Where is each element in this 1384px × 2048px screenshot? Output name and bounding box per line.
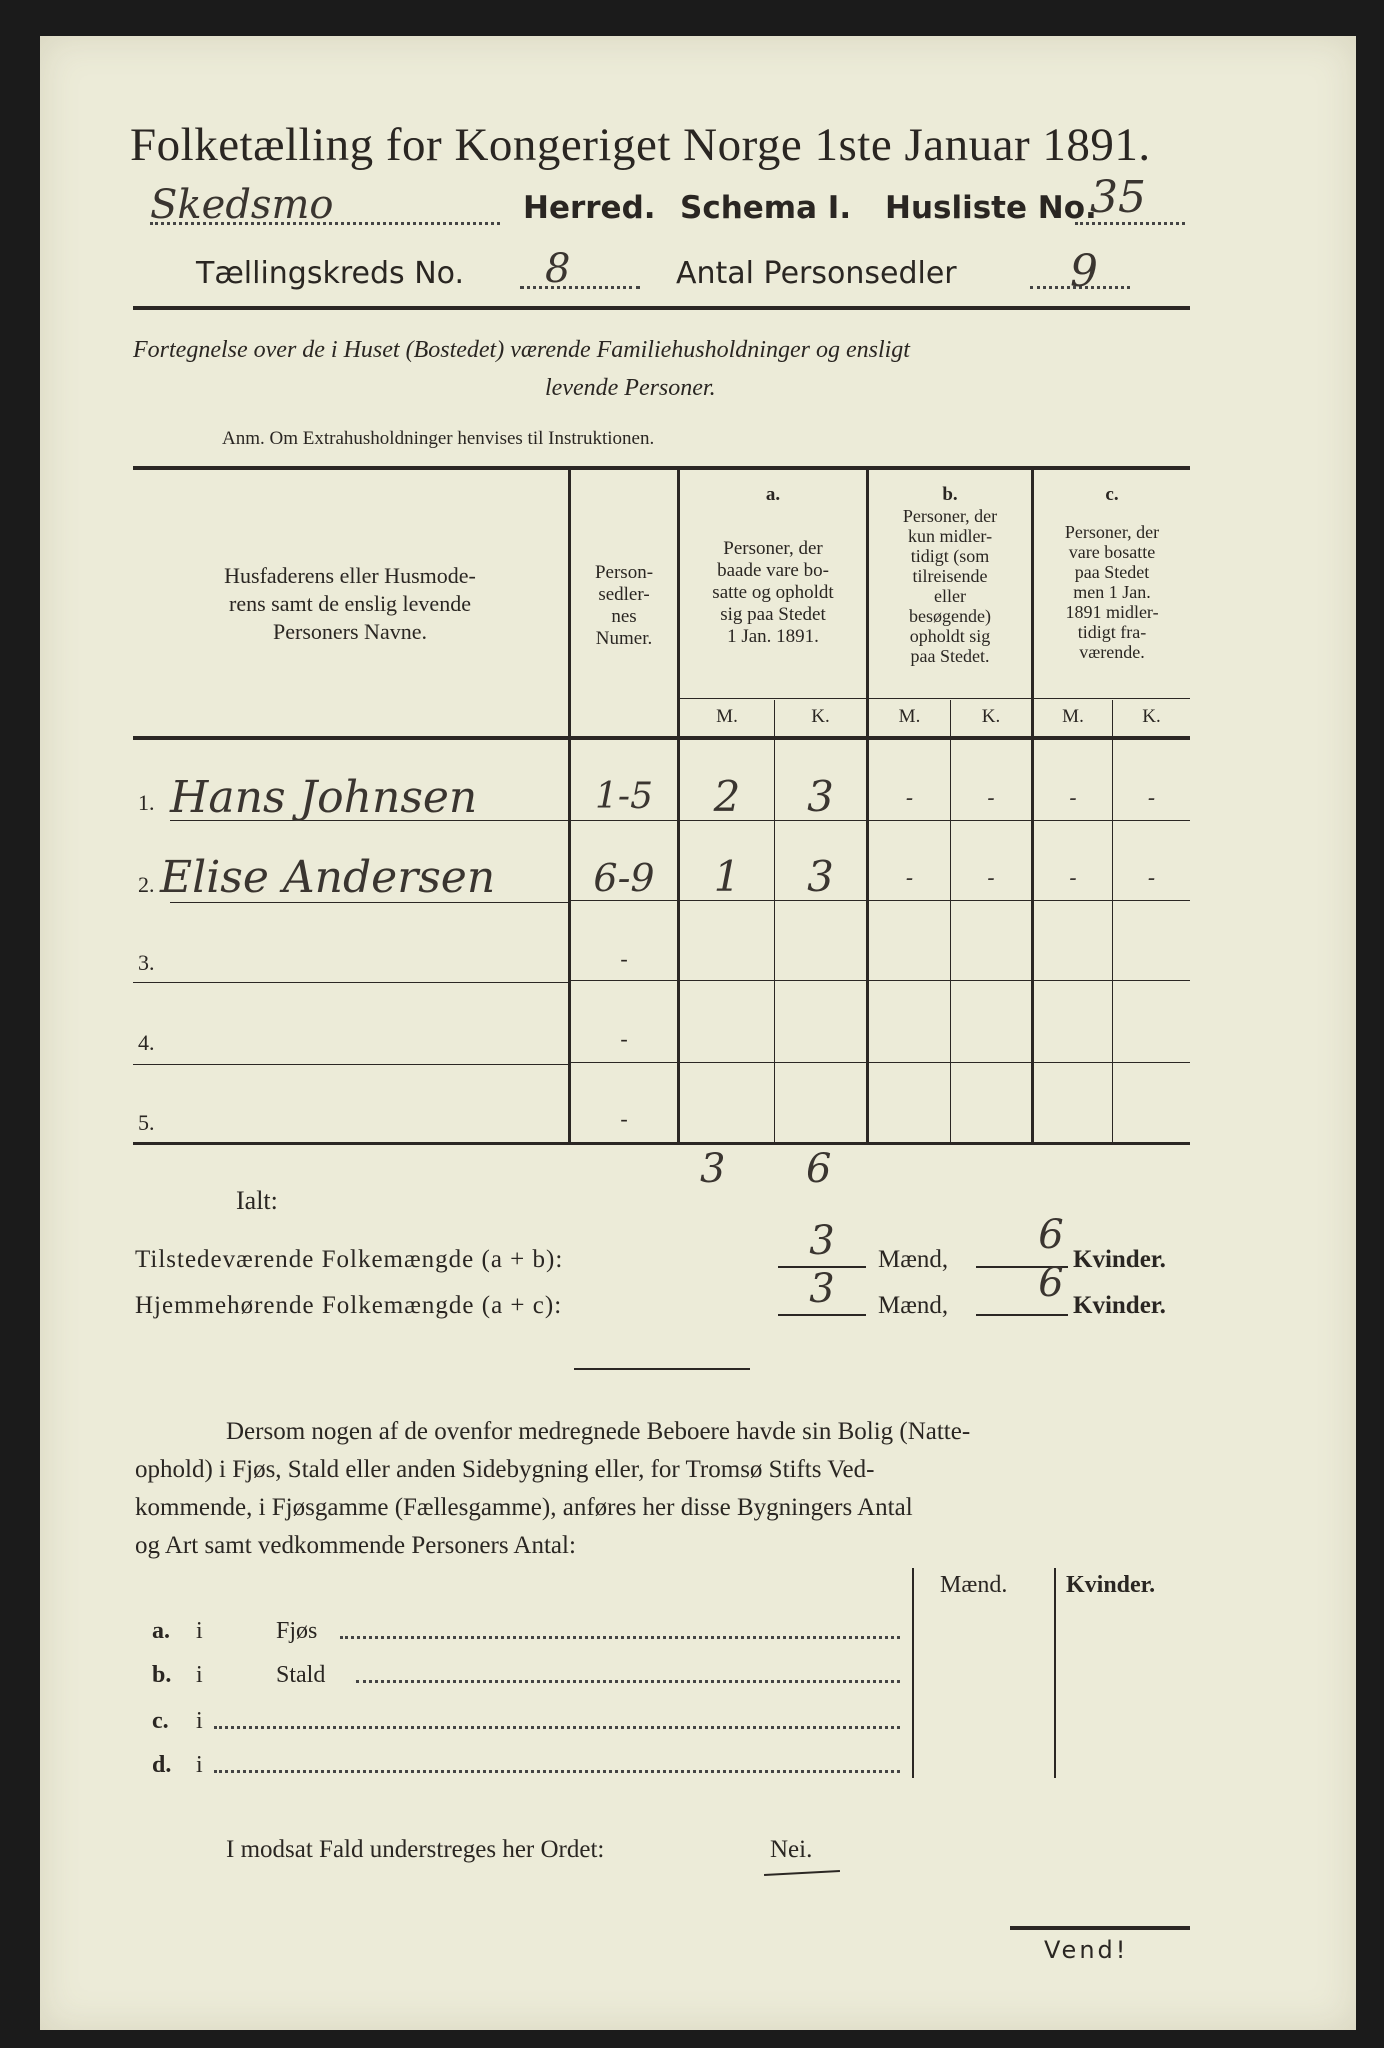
row-2-b-k: - — [987, 866, 995, 891]
husliste-value: 35 — [1090, 172, 1146, 223]
schema-label: Schema I. — [680, 190, 852, 226]
row-2-name: Elise Andersen — [160, 852, 496, 903]
building-row-b-dots — [356, 1680, 900, 1683]
separator-rule — [574, 1368, 750, 1370]
row-2-a-k: 3 — [807, 852, 834, 901]
kreds-dotted-line — [520, 286, 640, 289]
row-1-a-k: 3 — [807, 772, 834, 821]
buildings-para-line-3: kommende, i Fjøsgamme (Fællesgamme), anføres her disse Bygningers Antal — [135, 1494, 913, 1521]
table-vline-c-mk — [1112, 700, 1113, 1143]
row-3-name-rule — [133, 982, 568, 983]
row-1-c-m: - — [1069, 786, 1077, 811]
row-1-person-num: 1-5 — [595, 776, 653, 817]
building-row-d-letter: d. — [152, 1752, 172, 1778]
row-2-c-m: - — [1069, 866, 1077, 891]
building-row-b-label: Stald — [276, 1662, 326, 1688]
a-k-label: K. — [811, 706, 830, 727]
row-2-c-k: - — [1147, 866, 1156, 891]
row-2-person-num: 6-9 — [593, 856, 655, 900]
row-1-b-m: - — [905, 786, 914, 811]
kreds-value: 8 — [545, 246, 571, 292]
antal-value: 9 — [1070, 246, 1098, 297]
row-3-person-num: - — [620, 946, 628, 971]
col-a-header: Personer, der baade vare bo- satte og opholdt sig paa Stedet 1 Jan. 1891. — [712, 538, 834, 647]
hjemme-kvinder-label: Kvinder. — [1073, 1292, 1166, 1319]
table-vline-b-mk — [950, 700, 951, 1143]
row-3-data-rule — [571, 980, 1190, 981]
row-4-number: 4. — [138, 1030, 155, 1055]
hjemme-m-rule — [778, 1314, 866, 1316]
a-m-label: M. — [716, 706, 738, 727]
vend-rule — [1010, 1926, 1190, 1930]
col-name-header: Husfaderens eller Husmode- rens samt de enslig levende Personers Navne. — [224, 563, 476, 644]
building-row-d-dots — [214, 1770, 900, 1773]
row-1-b-k: - — [987, 786, 995, 811]
tilstede-m-value: 3 — [809, 1218, 835, 1264]
row-2-b-m: - — [905, 866, 914, 891]
row-4-person-num: - — [620, 1026, 628, 1051]
husliste-label: Husliste No. — [885, 190, 1097, 226]
nei-word: Nei. — [770, 1836, 813, 1863]
building-row-c-dots — [214, 1726, 900, 1729]
tilstede-maend-label: Mænd, — [878, 1246, 949, 1273]
b-m-label: M. — [898, 706, 921, 727]
col-c-header: Personer, der vare bosatte paa Stedet men 1 Jan. 1891 midler- tidigt fra- værende. — [1064, 522, 1160, 662]
building-row-b-i: i — [196, 1662, 203, 1688]
row-1-a-m: 2 — [713, 772, 741, 821]
c-k-label: K. — [1142, 706, 1161, 727]
building-row-c-i: i — [196, 1708, 203, 1734]
building-row-a-label: Fjøs — [276, 1618, 318, 1644]
hjemme-m-value: 3 — [809, 1266, 835, 1312]
row-1-number: 1. — [138, 790, 155, 815]
modsat-text: I modsat Fald understreges her Ordet: — [226, 1836, 605, 1863]
row-2-number: 2. — [138, 872, 155, 897]
col-b-letter: b. — [942, 484, 958, 505]
total-a-k: 6 — [806, 1146, 832, 1192]
kreds-label: Tællingskreds No. — [196, 256, 464, 291]
anm-note: Anm. Om Extrahusholdninger henvises til Instruktionen. — [222, 428, 655, 449]
table-vline-a-mk — [774, 700, 775, 1143]
herred-dotted-line — [150, 222, 500, 225]
b-k-label: K. — [981, 706, 1001, 727]
row-2-data-rule — [571, 900, 1190, 901]
row-2-a-m: 1 — [713, 852, 741, 901]
row-1-name: Hans Johnsen — [170, 772, 478, 823]
col-a-letter: a. — [765, 484, 781, 505]
buildings-vline-2 — [1054, 1568, 1056, 1778]
building-row-a-i: i — [196, 1618, 203, 1644]
hjemme-k-value: 6 — [1038, 1260, 1064, 1306]
building-row-a-dots — [340, 1636, 900, 1639]
building-row-d-i: i — [196, 1752, 203, 1778]
building-row-a-letter: a. — [152, 1618, 170, 1644]
form-title: Folketælling for Kongeriget Norge 1ste Januar 1891. — [130, 119, 1151, 171]
herred-label: Herred. — [523, 190, 656, 226]
col-c-letter: c. — [1105, 484, 1119, 505]
row-3-number: 3. — [138, 950, 155, 975]
hjemme-maend-label: Mænd, — [878, 1292, 949, 1319]
hjemme-k-rule — [976, 1314, 1068, 1316]
buildings-vline-1 — [912, 1568, 914, 1778]
row-1-data-rule — [571, 820, 1190, 821]
tilstede-kvinder-label: Kvinder. — [1073, 1246, 1166, 1273]
row-4-data-rule — [571, 1062, 1190, 1063]
antal-label: Antal Personsedler — [676, 256, 957, 291]
buildings-para-line-1: Dersom nogen af de ovenfor medregnede Beboere havde sin Bolig (Natte- — [226, 1418, 971, 1445]
row-5-number: 5. — [138, 1110, 155, 1135]
herred-value: Skedsmo — [150, 182, 334, 228]
buildings-maend-header: Mænd. — [940, 1572, 1008, 1598]
ialt-label: Ialt: — [236, 1186, 278, 1215]
col-b-header: Personer, der kun midler- tidigt (som tilreisende eller besøgende) opholdt sig paa Stedet. — [902, 506, 998, 666]
intro-line-1: Fortegnelse over de i Huset (Bostedet) værende Familiehusholdninger og ensligt — [133, 337, 910, 363]
vend-label: Vend! — [1044, 1936, 1129, 1964]
header-rule — [133, 306, 1190, 310]
tilstede-label: Tilstedeværende Folkemængde (a + b): — [135, 1246, 564, 1273]
building-row-c-letter: c. — [152, 1708, 169, 1734]
building-row-b-letter: b. — [152, 1662, 172, 1688]
row-5-person-num: - — [620, 1106, 628, 1131]
buildings-kvinder-header: Kvinder. — [1066, 1572, 1156, 1598]
row-4-name-rule — [133, 1064, 568, 1065]
buildings-para-line-2: ophold) i Fjøs, Stald eller anden Sidebygning eller, for Tromsø Stifts Ved- — [135, 1456, 875, 1483]
total-a-m: 3 — [700, 1146, 726, 1192]
buildings-para-line-4: og Art samt vedkommende Personers Antal: — [135, 1532, 576, 1559]
hjemme-label: Hjemmehørende Folkemængde (a + c): — [135, 1292, 563, 1319]
mk-subheader-rule — [680, 698, 1190, 699]
c-m-label: M. — [1062, 706, 1084, 727]
tilstede-k-value: 6 — [1038, 1212, 1064, 1258]
col-num-header: Person- sedler- nes Numer. — [594, 562, 654, 649]
row-1-c-k: - — [1147, 786, 1156, 811]
census-form-page — [40, 36, 1356, 2030]
intro-line-2: levende Personer. — [545, 375, 716, 401]
